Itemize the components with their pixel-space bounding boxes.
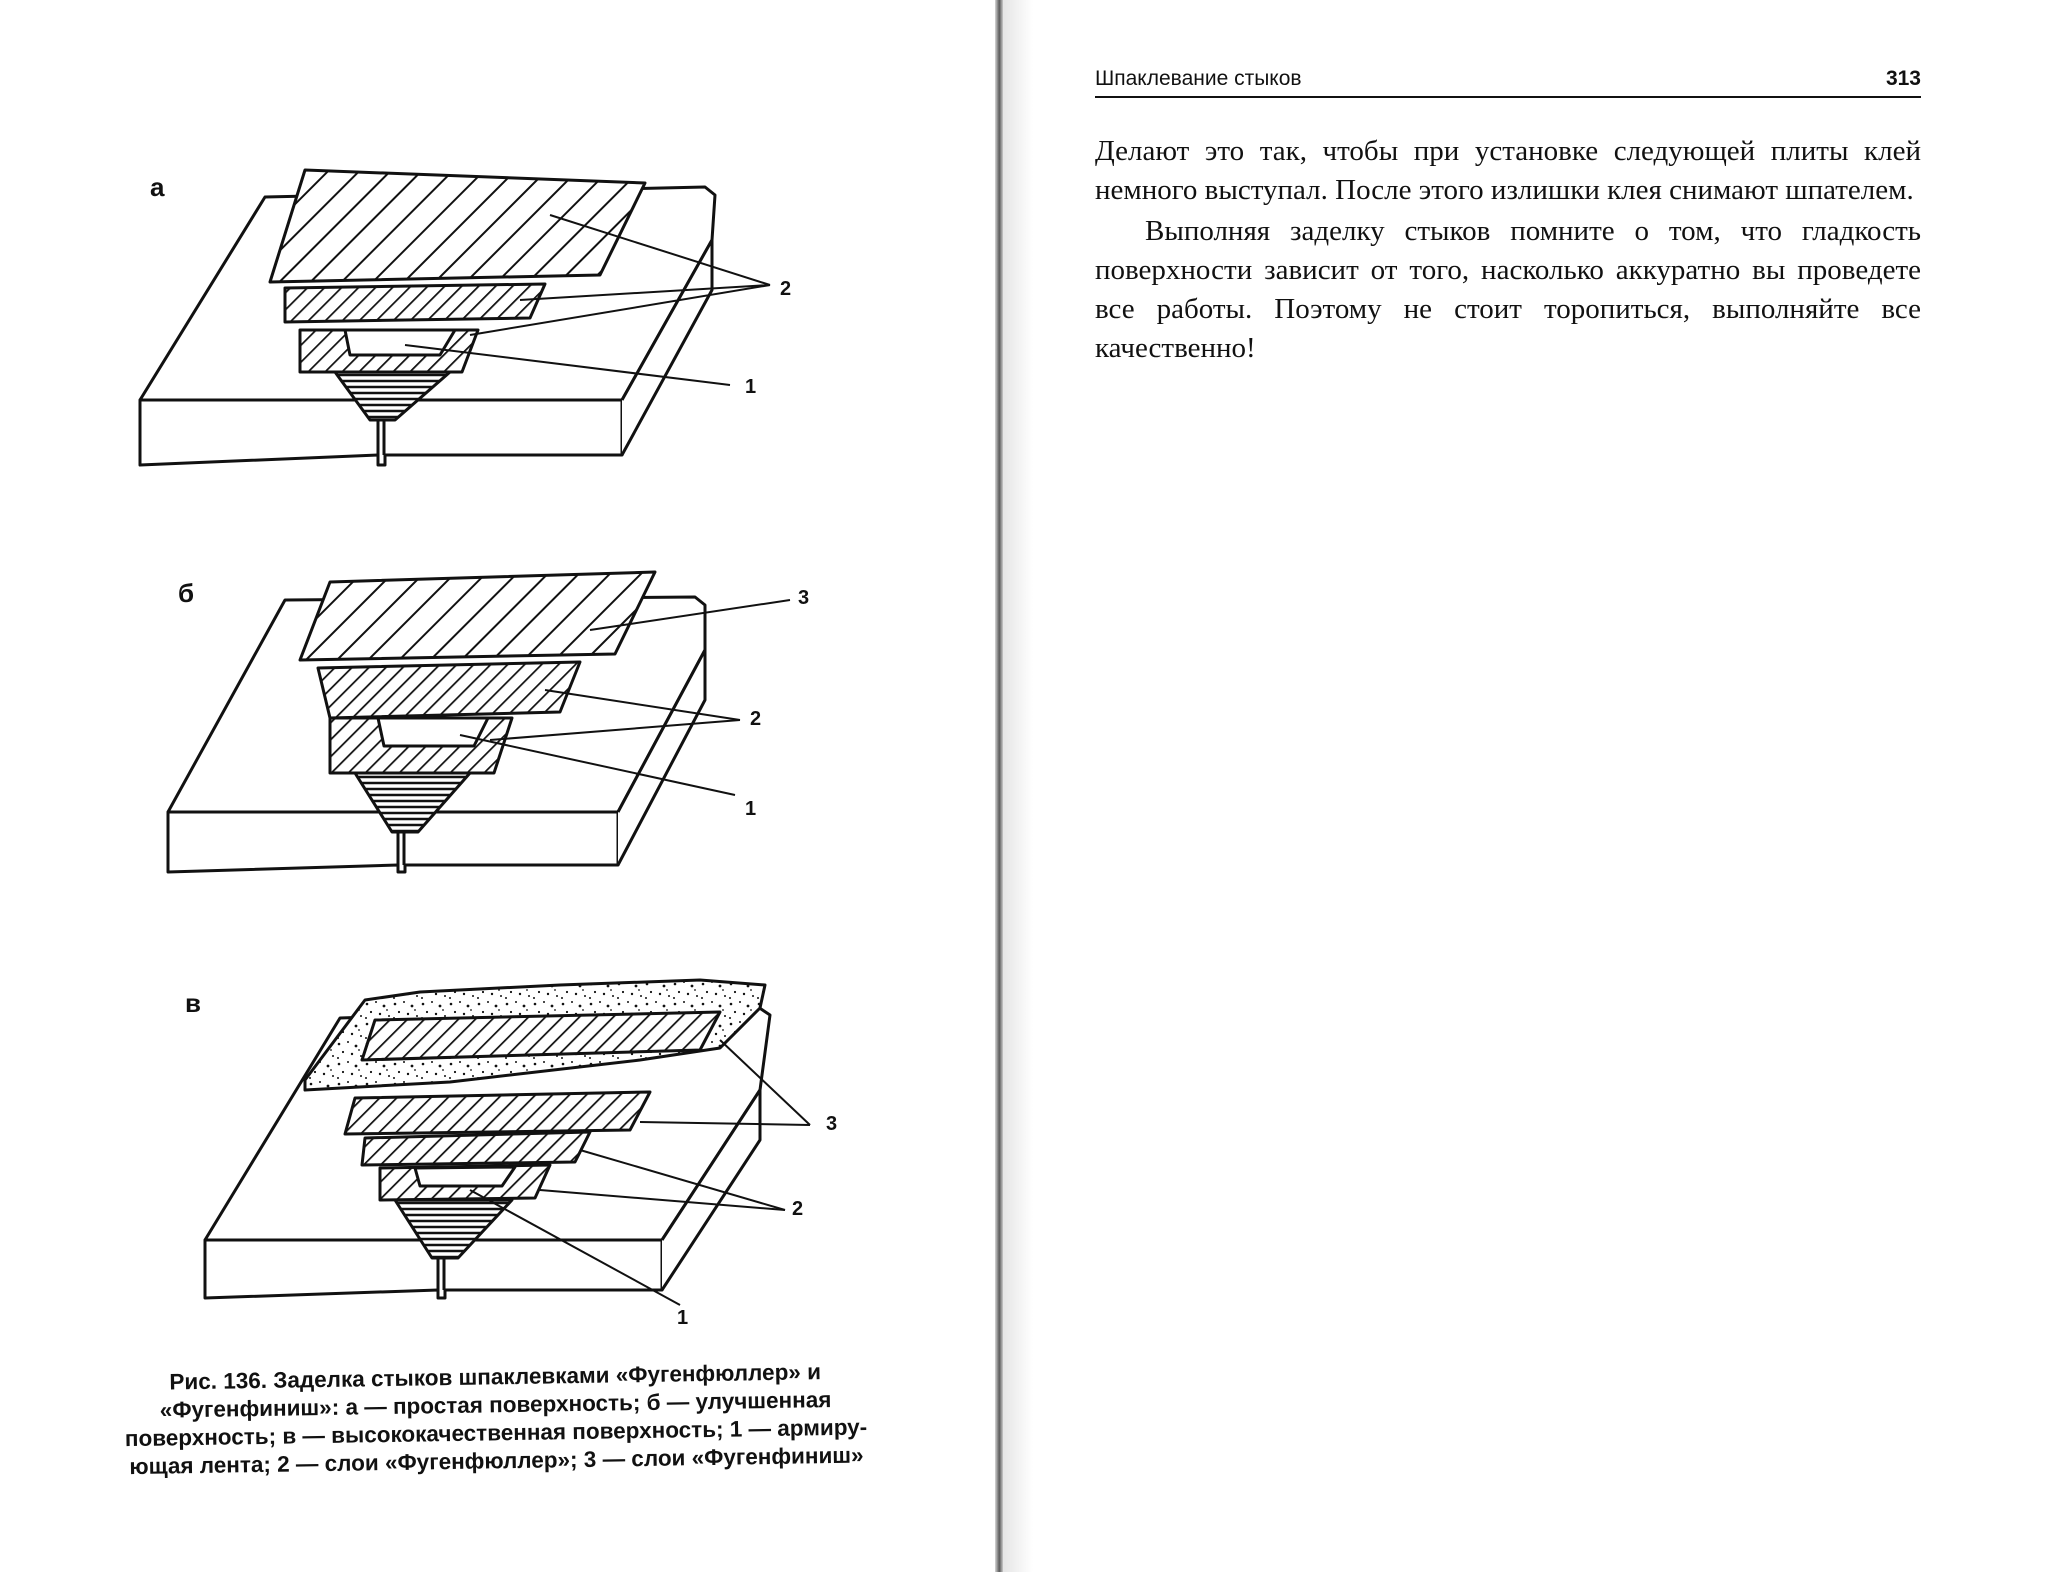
panel-a-label: а (150, 172, 165, 202)
panel-v-callout-3: 3 (826, 1113, 838, 1135)
book-gutter (995, 0, 1003, 1572)
panel-b-callout-1: 1 (745, 798, 757, 820)
caption-line: «Фугенфиниш»: а — простая поверхность; б — улучшенная (159, 1387, 832, 1423)
body-text (1095, 132, 1921, 368)
running-head (1095, 62, 1921, 98)
caption-line: ющая лента; 2 — слои «Фугенфюллер»; 3 — слои «Фугенфиниш» (129, 1442, 864, 1480)
gutter-shadow (1003, 0, 1033, 1572)
figure-caption (70, 1357, 922, 1482)
panel-a-callout-2: 2 (780, 278, 792, 300)
panel-v-callout-2: 2 (792, 1198, 804, 1220)
panel-b-callout-3: 3 (798, 587, 810, 609)
paragraph: Делают это так, чтобы при установке следующей плиты клей немного выступал. После этого излишки клея снимают шпателем. (1095, 135, 1921, 206)
panel-v-callout-1: 1 (677, 1307, 689, 1329)
panel-b-label: б (178, 578, 195, 608)
panel-a-callout-1: 1 (745, 376, 757, 398)
figure-136 (0, 0, 990, 1572)
caption-line: поверхность; в — высококачественная поверхность; 1 — армиру- (124, 1414, 868, 1452)
panel-b-drawing (168, 572, 790, 872)
caption-line: Рис. 136. Заделка стыков шпаклевками «Фугенфюллер» и (169, 1359, 822, 1395)
panel-a-drawing (140, 170, 770, 465)
panel-v-drawing (205, 980, 810, 1305)
page-number: 313 (1885, 67, 1921, 90)
running-head-title: Шпаклевание стыков (1095, 67, 1302, 90)
paragraph: Выполняя заделку стыков помните о том, что гладкость поверхности зависит от того, насколько аккуратно вы проведете все работы. Поэтому не стоит торопиться, выполняйте все качественно! (1095, 215, 1921, 364)
panel-v-label: в (185, 988, 201, 1018)
panel-b-callout-2: 2 (750, 708, 762, 730)
